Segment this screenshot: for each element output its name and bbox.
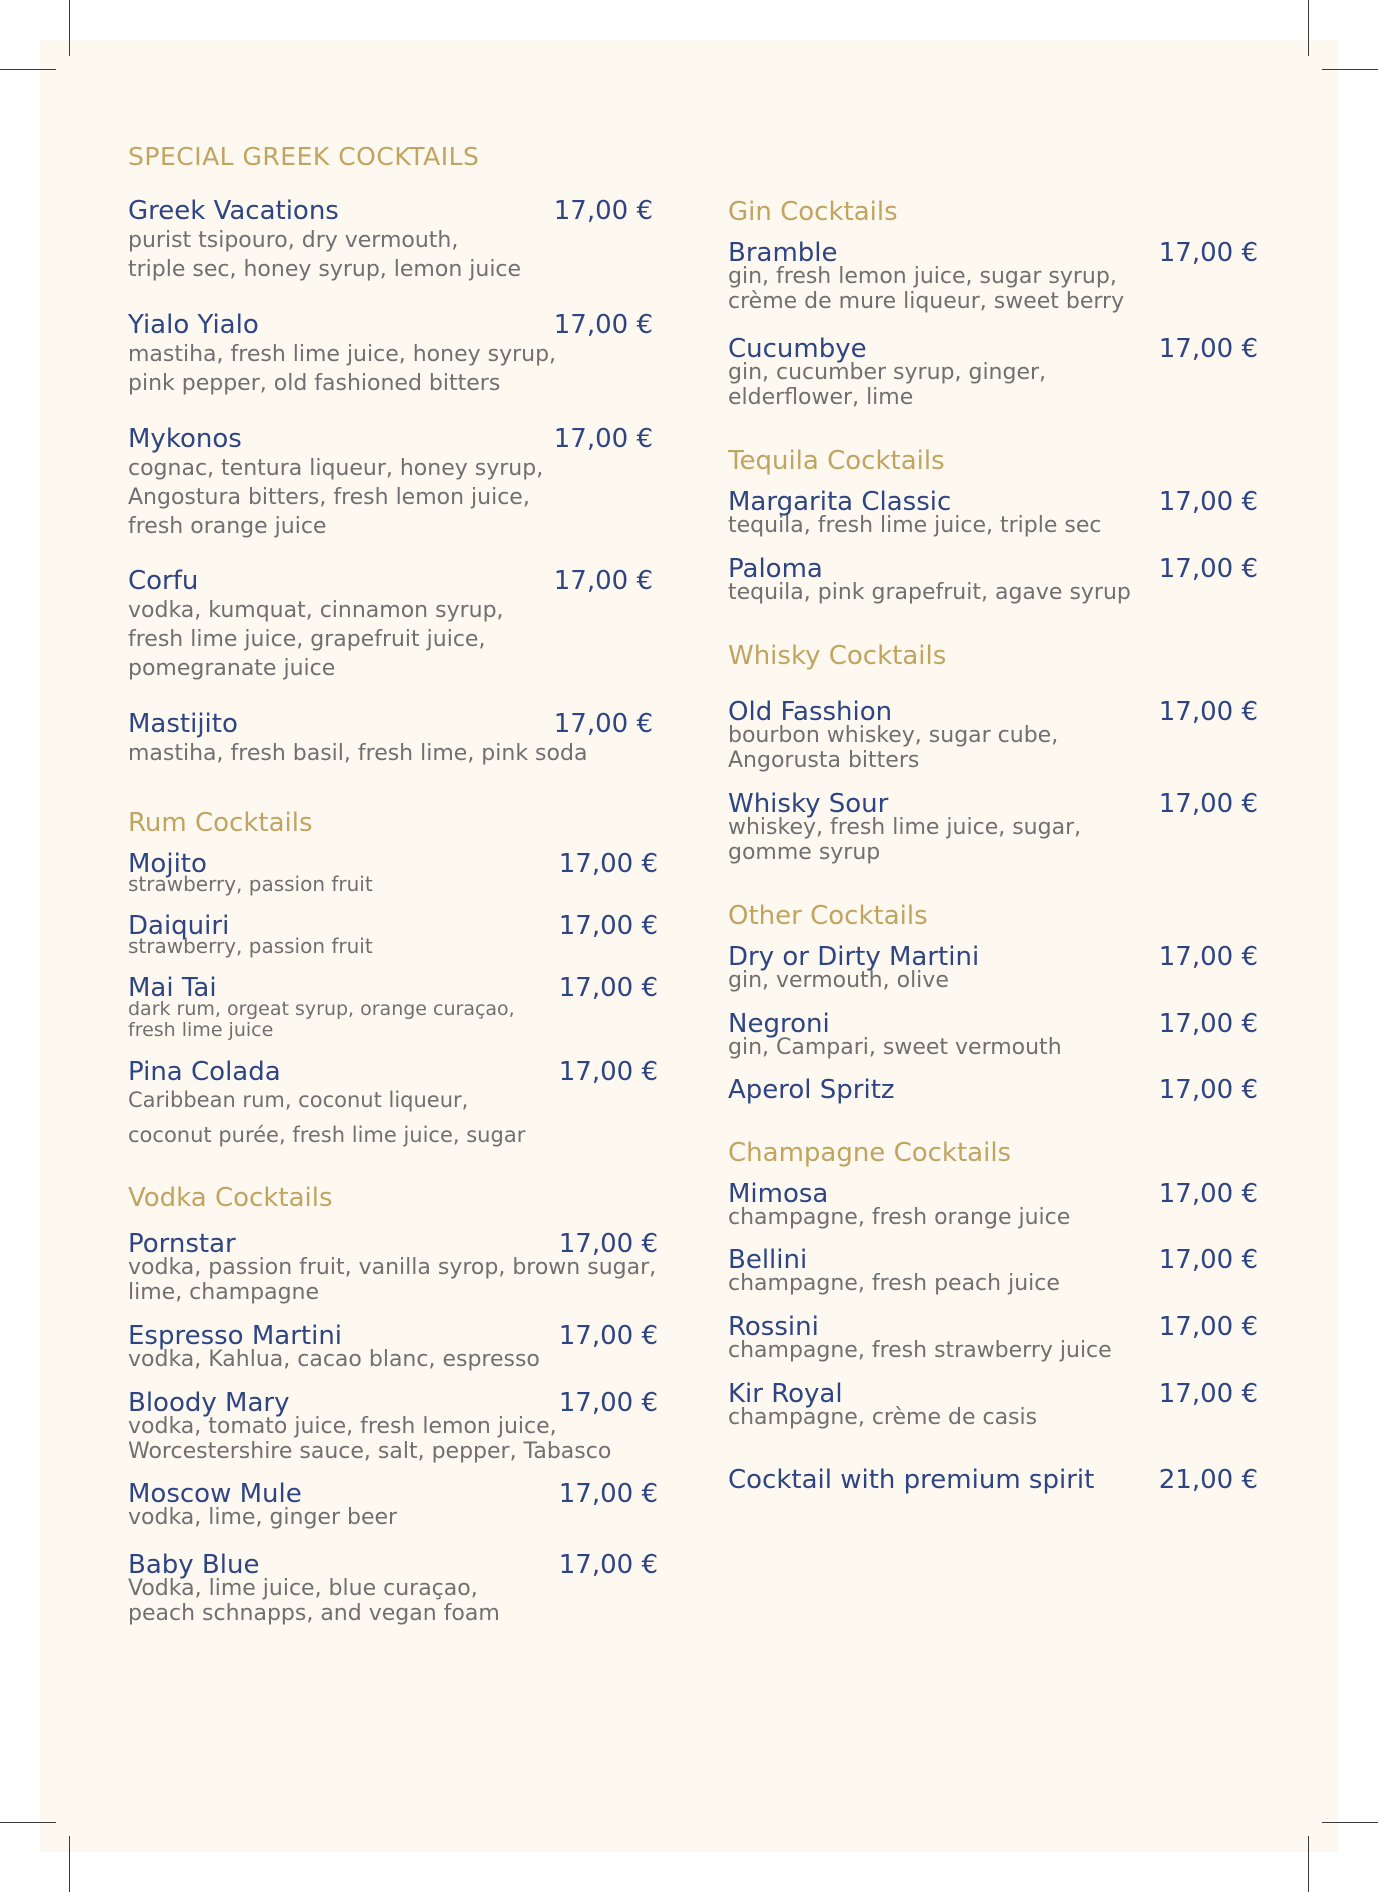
crop-mark bbox=[1308, 0, 1309, 56]
item-description: vodka, lime, ginger beer bbox=[128, 1505, 398, 1530]
section-title-gin: Gin Cocktails bbox=[728, 197, 898, 227]
item-name: Rossini bbox=[728, 1312, 819, 1342]
item-price: 17,00 € bbox=[1158, 554, 1258, 584]
crop-mark bbox=[1308, 1836, 1309, 1892]
item-description: champagne, fresh strawberry juice bbox=[728, 1338, 1112, 1363]
item-description: mastiha, fresh lime juice, honey syrup, pink pepper, old fashioned bitters bbox=[128, 342, 557, 396]
item-price: 17,00 € bbox=[1158, 789, 1258, 819]
item-description: champagne, fresh peach juice bbox=[728, 1271, 1060, 1296]
item-name: Dry or Dirty Martini bbox=[728, 942, 980, 972]
item-price: 17,00 € bbox=[553, 424, 653, 454]
item-name: Bellini bbox=[728, 1245, 808, 1275]
item-name: Mastijito bbox=[128, 709, 238, 739]
item-description: mastiha, fresh basil, fresh lime, pink soda bbox=[128, 741, 588, 766]
section-title-tequila: Tequila Cocktails bbox=[728, 446, 945, 476]
item-price: 17,00 € bbox=[558, 1550, 658, 1580]
item-price: 17,00 € bbox=[1158, 1075, 1258, 1105]
item-description: vodka, Kahlua, cacao blanc, espresso bbox=[128, 1347, 540, 1372]
item-description: tequila, pink grapefruit, agave syrup bbox=[728, 580, 1131, 605]
item-name: Pornstar bbox=[128, 1229, 236, 1259]
item-price: 17,00 € bbox=[553, 310, 653, 340]
item-description: strawberry, passion fruit bbox=[128, 934, 373, 958]
item-name: Paloma bbox=[728, 554, 823, 584]
item-name: Mimosa bbox=[728, 1179, 829, 1209]
item-description: purist tsipouro, dry vermouth, triple sec, honey syrup, lemon juice bbox=[128, 228, 522, 282]
section-title-whisky: Whisky Cocktails bbox=[728, 641, 947, 671]
item-name: Cocktail with premium spirit bbox=[728, 1465, 1095, 1495]
item-description: gin, fresh lemon juice, sugar syrup, crème de mure liqueur, sweet berry bbox=[728, 264, 1125, 314]
item-price: 17,00 € bbox=[1158, 238, 1258, 268]
item-name: Yialo Yialo bbox=[128, 310, 259, 340]
item-name: Baby Blue bbox=[128, 1550, 260, 1580]
item-description: tequila, fresh lime juice, triple sec bbox=[728, 513, 1102, 538]
item-name: Espresso Martini bbox=[128, 1321, 343, 1351]
item-description: gin, vermouth, olive bbox=[728, 968, 949, 993]
item-description: bourbon whiskey, sugar cube, Angorusta bitters bbox=[728, 723, 1059, 773]
crop-mark bbox=[0, 1822, 56, 1823]
item-price: 17,00 € bbox=[1158, 1245, 1258, 1275]
item-name: Aperol Spritz bbox=[728, 1075, 895, 1105]
item-description: gin, Campari, sweet vermouth bbox=[728, 1035, 1062, 1060]
item-description: dark rum, orgeat syrup, orange curaçao, fresh lime juice bbox=[128, 998, 515, 1041]
item-description: vodka, tomato juice, fresh lemon juice, Worcestershire sauce, salt, pepper, Tabasco bbox=[128, 1414, 612, 1464]
item-price: 17,00 € bbox=[1158, 697, 1258, 727]
item-name: Negroni bbox=[728, 1009, 830, 1039]
item-price: 17,00 € bbox=[1158, 1379, 1258, 1409]
item-name: Margarita Classic bbox=[728, 487, 952, 517]
item-price: 17,00 € bbox=[558, 1057, 658, 1087]
item-name: Cucumbye bbox=[728, 334, 867, 364]
item-description: whiskey, fresh lime juice, sugar, gomme syrup bbox=[728, 815, 1082, 865]
item-price: 17,00 € bbox=[558, 1229, 658, 1259]
item-price: 17,00 € bbox=[1158, 1312, 1258, 1342]
crop-mark bbox=[69, 0, 70, 56]
item-description: cognac, tentura liqueur, honey syrup, Angostura bitters, fresh lemon juice, fresh orange juice bbox=[128, 456, 544, 539]
item-price: 17,00 € bbox=[558, 911, 658, 941]
crop-mark bbox=[69, 1836, 70, 1892]
item-price: 17,00 € bbox=[558, 1388, 658, 1418]
item-description: Caribbean rum, coconut liqueur, coconut purée, fresh lime juice, sugar bbox=[128, 1088, 526, 1147]
section-title-vodka: Vodka Cocktails bbox=[128, 1183, 333, 1213]
section-title-special-greek: SPECIAL GREEK COCKTAILS bbox=[128, 142, 480, 171]
item-price: 17,00 € bbox=[1158, 1009, 1258, 1039]
item-name: Bloody Mary bbox=[128, 1388, 290, 1418]
section-title-rum: Rum Cocktails bbox=[128, 808, 313, 838]
item-price: 17,00 € bbox=[1158, 1179, 1258, 1209]
item-price: 17,00 € bbox=[1158, 942, 1258, 972]
item-name: Pina Colada bbox=[128, 1057, 281, 1087]
section-title-other: Other Cocktails bbox=[728, 901, 928, 931]
item-name: Mai Tai bbox=[128, 973, 217, 1003]
item-name: Daiquiri bbox=[128, 911, 230, 941]
crop-mark bbox=[1322, 69, 1378, 70]
section-title-champagne: Champagne Cocktails bbox=[728, 1138, 1012, 1168]
item-description: strawberry, passion fruit bbox=[128, 872, 373, 896]
item-description: gin, cucumber syrup, ginger, elderflower, lime bbox=[728, 360, 1047, 410]
item-price: 17,00 € bbox=[558, 1321, 658, 1351]
item-description: vodka, passion fruit, vanilla syrop, brown sugar, lime, champagne bbox=[128, 1255, 657, 1305]
crop-mark bbox=[0, 69, 56, 70]
item-name: Old Fasshion bbox=[728, 697, 893, 727]
item-name: Moscow Mule bbox=[128, 1479, 302, 1509]
item-name: Greek Vacations bbox=[128, 196, 339, 226]
item-price: 17,00 € bbox=[553, 709, 653, 739]
item-description: champagne, crème de casis bbox=[728, 1405, 1038, 1430]
item-name: Kir Royal bbox=[728, 1379, 843, 1409]
item-name: Mojito bbox=[128, 849, 207, 879]
item-price: 17,00 € bbox=[558, 1479, 658, 1509]
item-name: Mykonos bbox=[128, 424, 242, 454]
item-description: vodka, kumquat, cinnamon syrup, fresh lime juice, grapefruit juice, pomegranate juice bbox=[128, 598, 504, 681]
item-description: champagne, fresh orange juice bbox=[728, 1205, 1071, 1230]
item-price: 17,00 € bbox=[558, 849, 658, 879]
item-description: Vodka, lime juice, blue curaçao, peach schnapps, and vegan foam bbox=[128, 1576, 500, 1626]
item-price: 17,00 € bbox=[1158, 334, 1258, 364]
item-name: Whisky Sour bbox=[728, 789, 889, 819]
item-price: 17,00 € bbox=[553, 566, 653, 596]
item-price: 17,00 € bbox=[558, 973, 658, 1003]
crop-mark bbox=[1322, 1822, 1378, 1823]
item-price: 21,00 € bbox=[1158, 1465, 1258, 1495]
item-price: 17,00 € bbox=[1158, 487, 1258, 517]
item-name: Bramble bbox=[728, 238, 838, 268]
item-name: Corfu bbox=[128, 566, 199, 596]
item-price: 17,00 € bbox=[553, 196, 653, 226]
